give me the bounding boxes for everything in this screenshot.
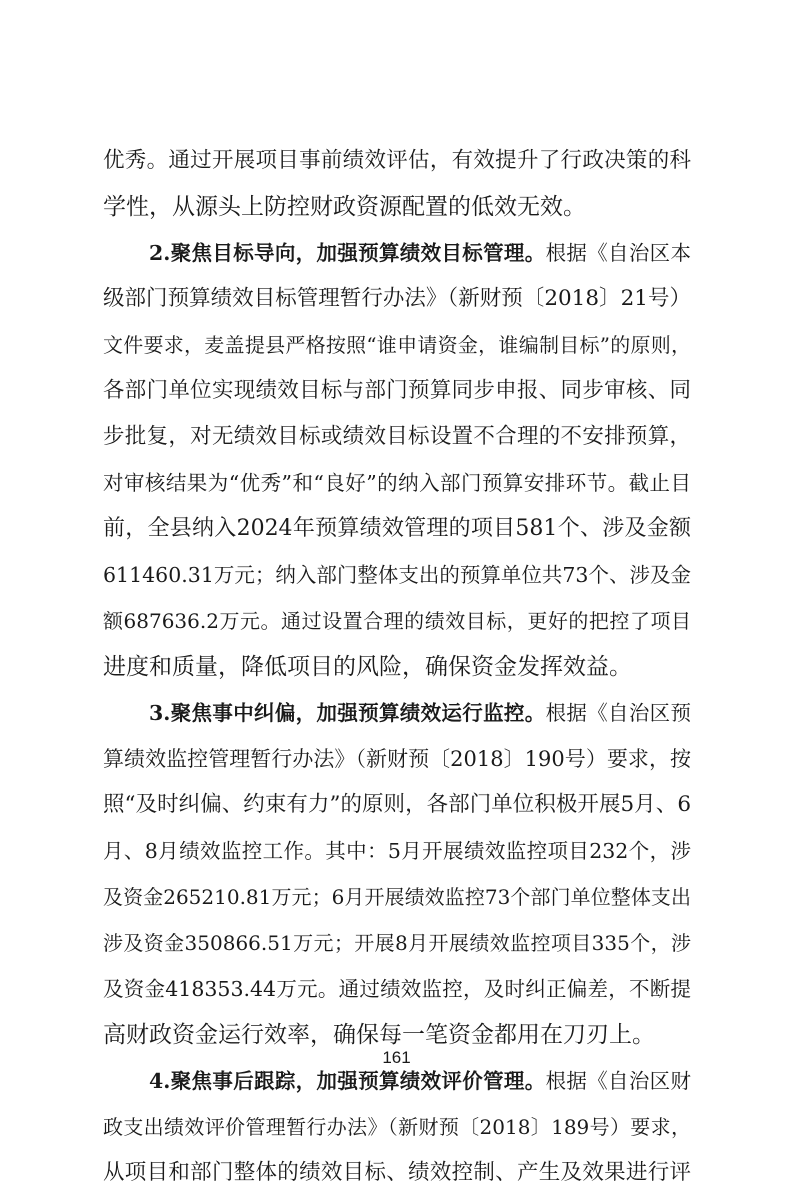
paragraph-line: 级部门预算绩效目标管理暂行办法》（新财预〔2018〕21号） bbox=[103, 286, 691, 311]
paragraph-line: 高财政资金运行效率，确保每一笔资金都用在刀刃上。 bbox=[103, 1022, 655, 1048]
paragraph-line: 月、8月绩效监控工作。其中：5月开展绩效监控项目232个，涉 bbox=[103, 839, 691, 863]
section-lead-rest: 根据《自治区预 bbox=[545, 701, 692, 725]
paragraph-line: 及资金418353.44万元。通过绩效监控，及时纠正偏差，不断提 bbox=[103, 977, 691, 1001]
paragraph-line: 优秀。通过开展项目事前绩效评估，有效提升了行政决策的科 bbox=[103, 148, 691, 173]
paragraph-line: 政支出绩效评价管理暂行办法》（新财预〔2018〕189号）要求， bbox=[103, 1115, 691, 1139]
paragraph-heading-line bbox=[103, 230, 691, 276]
page-number: 161 bbox=[382, 1048, 411, 1067]
paragraph-line: 进度和质量，降低项目的风险，确保资金发挥效益。 bbox=[103, 654, 632, 680]
paragraph-line: 涉及资金350866.51万元；开展8月开展绩效监控项目335个，涉 bbox=[103, 931, 691, 955]
paragraph-line: 学性，从源头上防控财政资源配置的低效无效。 bbox=[103, 194, 586, 220]
section-lead-rest: 根据《自治区财 bbox=[545, 1069, 692, 1093]
paragraph-line: 步批复，对无绩效目标或绩效目标设置不合理的不安排预算， bbox=[103, 424, 691, 449]
section-lead: 3.聚焦事中纠偏，加强预算绩效运行监控。 bbox=[149, 701, 546, 725]
paragraph-line: 对审核结果为“优秀”和“良好”的纳入部门预算安排环节。截止目 bbox=[103, 471, 691, 495]
section-lead: 2.聚焦目标导向，加强预算绩效目标管理。 bbox=[149, 241, 546, 265]
paragraph-line: 各部门单位实现绩效目标与部门预算同步申报、同步审核、同 bbox=[103, 378, 691, 403]
paragraph-line: 及资金265210.81万元；6月开展绩效监控73个部门单位整体支出 bbox=[103, 885, 691, 909]
paragraph-line: 611460.31万元；纳入部门整体支出的预算单位共73个、涉及金 bbox=[103, 563, 691, 587]
paragraph-line: 算绩效监控管理暂行办法》（新财预〔2018〕190号）要求，按 bbox=[103, 747, 691, 771]
paragraph-line: 额687636.2万元。通过设置合理的绩效目标，更好的把控了项目 bbox=[103, 609, 691, 633]
paragraph-line: 从项目和部门整体的绩效目标、绩效控制、产生及效果进行评 bbox=[103, 1160, 691, 1185]
paragraph-heading-line bbox=[103, 690, 691, 736]
paragraph-line: 前，全县纳入2024年预算绩效管理的项目581个、涉及金额 bbox=[103, 516, 691, 541]
body-text bbox=[103, 138, 691, 1196]
paragraph-line: 照“及时纠偏、约束有力”的原则，各部门单位积极开展5月、6 bbox=[103, 792, 691, 817]
paragraph-line: 文件要求，麦盖提县严格按照“谁申请资金，谁编制目标”的原则， bbox=[103, 333, 691, 357]
section-lead: 4.聚焦事后跟踪，加强预算绩效评价管理。 bbox=[149, 1069, 546, 1093]
section-lead-rest: 根据《自治区本 bbox=[545, 241, 692, 265]
